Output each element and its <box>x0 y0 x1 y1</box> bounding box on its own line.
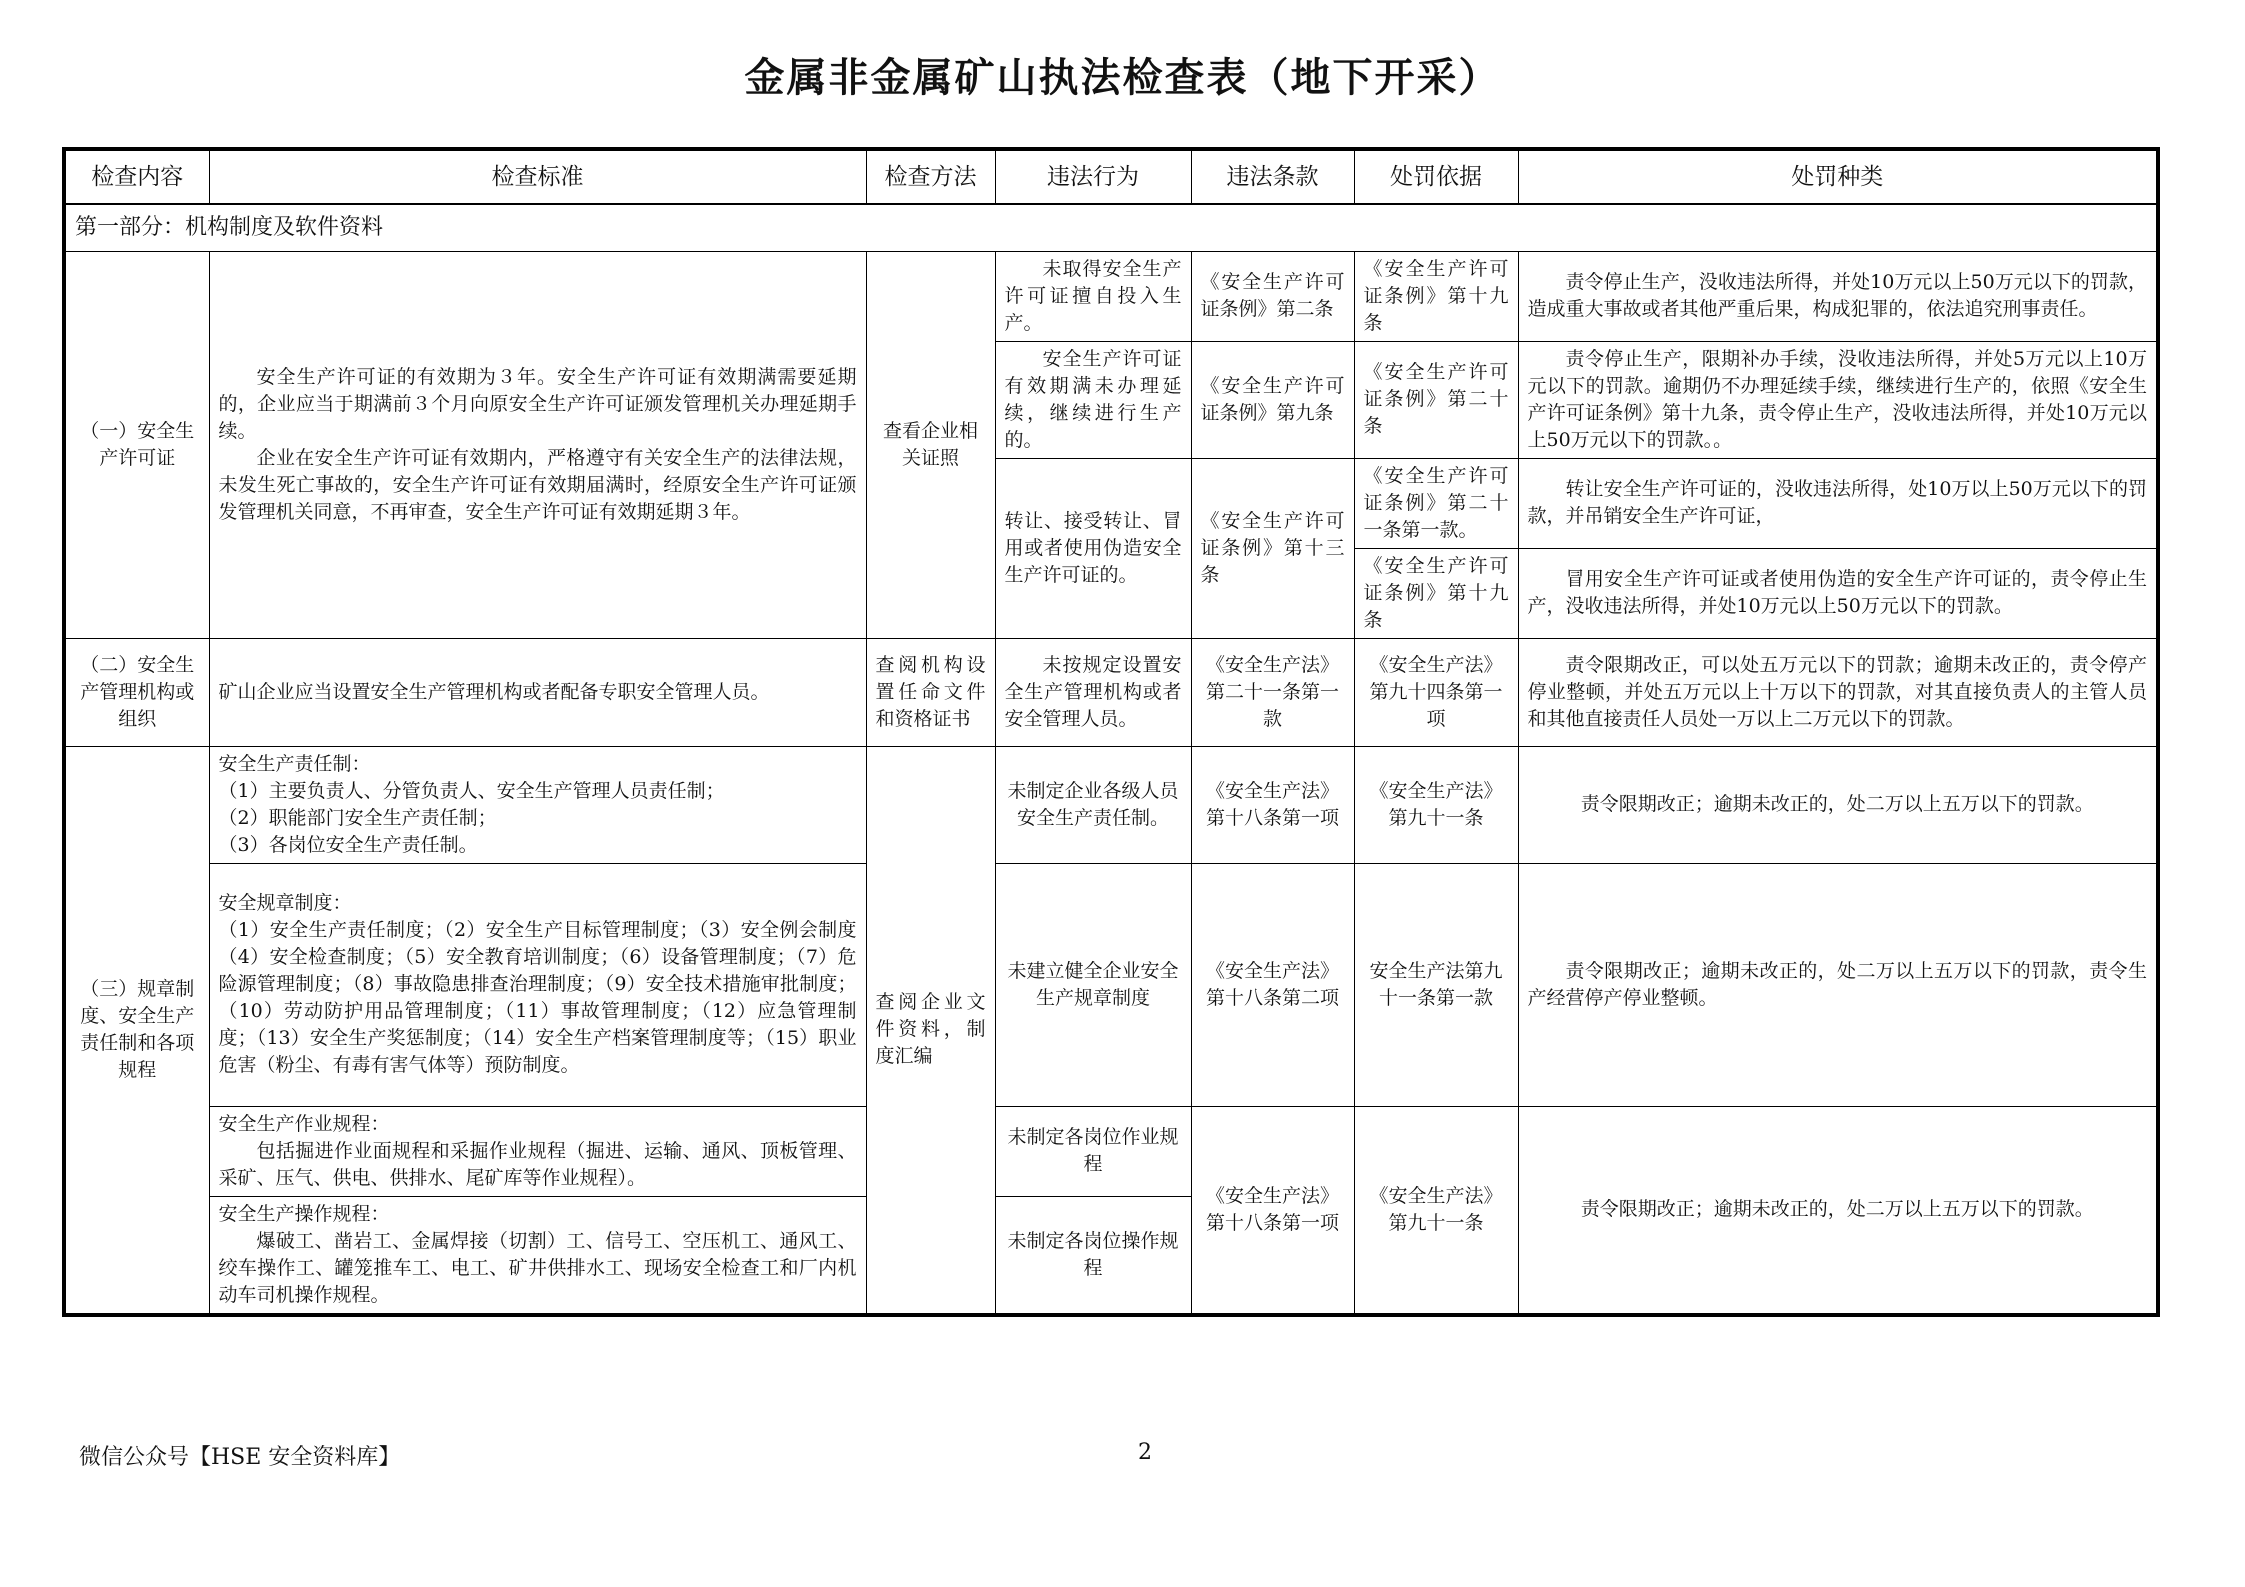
row1-v3-basis-b: 《安全生产许可证条例》第十九条 <box>1354 548 1518 638</box>
section-title: 第一部分：机构制度及软件资料 <box>64 204 2158 251</box>
header-check-standard: 检查标准 <box>209 149 866 204</box>
page-title: 金属非金属矿山执法检查表（地下开采） <box>744 54 1501 101</box>
row1-v3-penalty-b: 冒用安全生产许可证或者使用伪造的安全生产许可证的，责令停止生产，没收违法所得，并处10万元以上50万元以下的罚款。 <box>1518 548 2158 638</box>
row1-v1-violation: 未取得安全生产许可证擅自投入生产。 <box>995 251 1191 341</box>
header-violation: 违法行为 <box>995 149 1191 204</box>
row3-s4-title: 安全生产操作规程： <box>218 1202 390 1225</box>
header-check-method: 检查方法 <box>866 149 995 204</box>
row2-standard: 矿山企业应当设置安全生产管理机构或者配备专职安全管理人员。 <box>209 638 866 746</box>
row3-s1-standard <box>209 746 866 863</box>
table-row <box>64 863 2158 1106</box>
row3-s34-penalty: 责令限期改正；逾期未改正的，处二万以上五万以下的罚款。 <box>1518 1106 2158 1315</box>
row3-s3-standard <box>209 1106 866 1196</box>
row3-s1-basis: 《安全生产法》第九十一条 <box>1354 746 1518 863</box>
table-row <box>64 746 2158 863</box>
row1-v2-violation: 安全生产许可证有效期满未办理延续，继续进行生产的。 <box>995 341 1191 458</box>
row3-s2-title: 安全规章制度： <box>218 892 352 914</box>
row2-content: （二）安全生产管理机构或组织 <box>64 638 209 746</box>
row1-v1-clause: 《安全生产许可证条例》第二条 <box>1191 251 1354 341</box>
row3-content: （三）规章制度、安全生产责任制和各项规程 <box>64 746 209 1315</box>
row1-v2-penalty: 责令停止生产，限期补办手续，没收违法所得，并处5万元以上10万元以下的罚款。逾期仍不办理延续手续，继续进行生产的，依照《安全生产许可证条例》第十九条，责令停止生产，没收违法所得，并处10万元以上50万元以下的罚款。。 <box>1518 341 2158 458</box>
row2-penalty: 责令限期改正，可以处五万元以下的罚款；逾期未改正的，责令停产停业整顿，并处五万元以上十万以下的罚款，对其直接负责人的主管人员和其他直接责任人员处一万以上二万元以下的罚款。 <box>1518 638 2158 746</box>
row3-s4-standard <box>209 1196 866 1315</box>
row1-content: （一）安全生产许可证 <box>64 251 209 638</box>
row3-s3-violation: 未制定各岗位作业规程 <box>995 1106 1191 1196</box>
row3-s3-title: 安全生产作业规程： <box>218 1112 390 1135</box>
inspection-table <box>62 147 2160 1317</box>
row3-method: 查阅企业文件资料，制度汇编 <box>866 746 995 1315</box>
row3-s1-clause: 《安全生产法》第十八条第一项 <box>1191 746 1354 863</box>
row2-clause: 《安全生产法》第二十一条第一款 <box>1191 638 1354 746</box>
row3-s2-clause: 《安全生产法》第十八条第二项 <box>1191 863 1354 1106</box>
row3-s34-basis: 《安全生产法》第九十一条 <box>1354 1106 1518 1315</box>
row3-s1-item: （2）职能部门安全生产责任制； <box>218 806 497 829</box>
row3-s3-body: 包括掘进作业面规程和采掘作业规程（掘进、运输、通风、顶板管理、采矿、压气、供电、供排水、尾矿库等作业规程）。 <box>218 1139 857 1189</box>
header-clause: 违法条款 <box>1191 149 1354 204</box>
row2-violation: 未按规定设置安全生产管理机构或者安全管理人员。 <box>995 638 1191 746</box>
row3-s1-title: 安全生产责任制： <box>218 752 371 775</box>
row1-standard <box>209 251 866 638</box>
row1-v1-basis: 《安全生产许可证条例》第十九条 <box>1354 251 1518 341</box>
row3-s1-penalty: 责令限期改正；逾期未改正的，处二万以上五万以下的罚款。 <box>1518 746 2158 863</box>
header-row <box>64 149 2158 204</box>
footer-source: 微信公众号【HSE 安全资料库】 <box>79 1445 401 1470</box>
row3-s4-violation: 未制定各岗位操作规程 <box>995 1196 1191 1315</box>
table-row <box>64 251 2158 341</box>
header-penalty-type: 处罚种类 <box>1518 149 2158 204</box>
header-check-content: 检查内容 <box>64 149 209 204</box>
header-penalty-basis: 处罚依据 <box>1354 149 1518 204</box>
row2-method: 查阅机构设置任命文件和资格证书 <box>866 638 995 746</box>
section-row <box>64 204 2158 251</box>
row1-v2-clause: 《安全生产许可证条例》第九条 <box>1191 341 1354 458</box>
row1-standard-p2: 企业在安全生产许可证有效期内，严格遵守有关安全生产的法律法规，未发生死亡事故的，安全生产许可证有效期届满时，经原安全生产许可证颁发管理机关同意，不再审查，安全生产许可证有效期延期３年。 <box>218 446 857 523</box>
row3-s1-item: （1）主要负责人、分管负责人、安全生产管理人员责任制； <box>218 779 725 802</box>
row1-v3-basis-a: 《安全生产许可证条例》第二十一条第一款。 <box>1354 458 1518 548</box>
row1-v3-violation: 转让、接受转让、冒用或者使用伪造安全生产许可证的。 <box>995 458 1191 638</box>
row3-s2-body: （1）安全生产责任制度；（2）安全生产目标管理制度；（3）安全例会制度（4）安全检查制度；（5）安全教育培训制度；（6）设备管理制度；（7）危险源管理制度；（8）事故隐患排查治理制度；（9）安全技术措施审批制度；（10）劳动防护用品管理制度；（11）事故管理制度；（12）应急管理制度；（13）安全生产奖惩制度；（14）安全生产档案管理制度等；（15）职业危害（粉尘、有毒有害气体等）预防制度。 <box>218 919 857 1076</box>
row3-s2-standard <box>209 863 866 1106</box>
row3-s1-violation: 未制定企业各级人员安全生产责任制。 <box>995 746 1191 863</box>
table-row <box>64 638 2158 746</box>
row3-s2-violation: 未建立健全企业安全生产规章制度 <box>995 863 1191 1106</box>
row1-v3-penalty-a: 转让安全生产许可证的，没收违法所得，处10万以上50万元以下的罚款，并吊销安全生产许可证， <box>1518 458 2158 548</box>
row2-basis: 《安全生产法》第九十四条第一项 <box>1354 638 1518 746</box>
row3-s4-body: 爆破工、凿岩工、金属焊接（切割）工、信号工、空压机工、通风工、绞车操作工、罐笼推车工、电工、矿井供排水工、现场安全检查工和厂内机动车司机操作规程。 <box>218 1229 857 1306</box>
row3-s1-item: （3）各岗位安全生产责任制。 <box>218 833 478 856</box>
row1-v1-penalty: 责令停止生产，没收违法所得，并处10万元以上50万元以下的罚款，造成重大事故或者其他严重后果，构成犯罪的，依法追究刑事责任。 <box>1518 251 2158 341</box>
row1-standard-p1: 安全生产许可证的有效期为３年。安全生产许可证有效期满需要延期的，企业应当于期满前３个月向原安全生产许可证颁发管理机关办理延期手续。 <box>218 365 857 442</box>
row3-s34-clause: 《安全生产法》第十八条第一项 <box>1191 1106 1354 1315</box>
table-row <box>64 1106 2158 1196</box>
row1-method: 查看企业相关证照 <box>866 251 995 638</box>
row1-v2-basis: 《安全生产许可证条例》第二十条 <box>1354 341 1518 458</box>
row3-s2-penalty: 责令限期改正；逾期未改正的，处二万以上五万以下的罚款，责令生产经营停产停业整顿。 <box>1518 863 2158 1106</box>
row3-s2-basis: 安全生产法第九十一条第一款 <box>1354 863 1518 1106</box>
row1-v3-clause: 《安全生产许可证条例》第十三条 <box>1191 458 1354 638</box>
page-number: 2 <box>1138 1440 1152 1465</box>
